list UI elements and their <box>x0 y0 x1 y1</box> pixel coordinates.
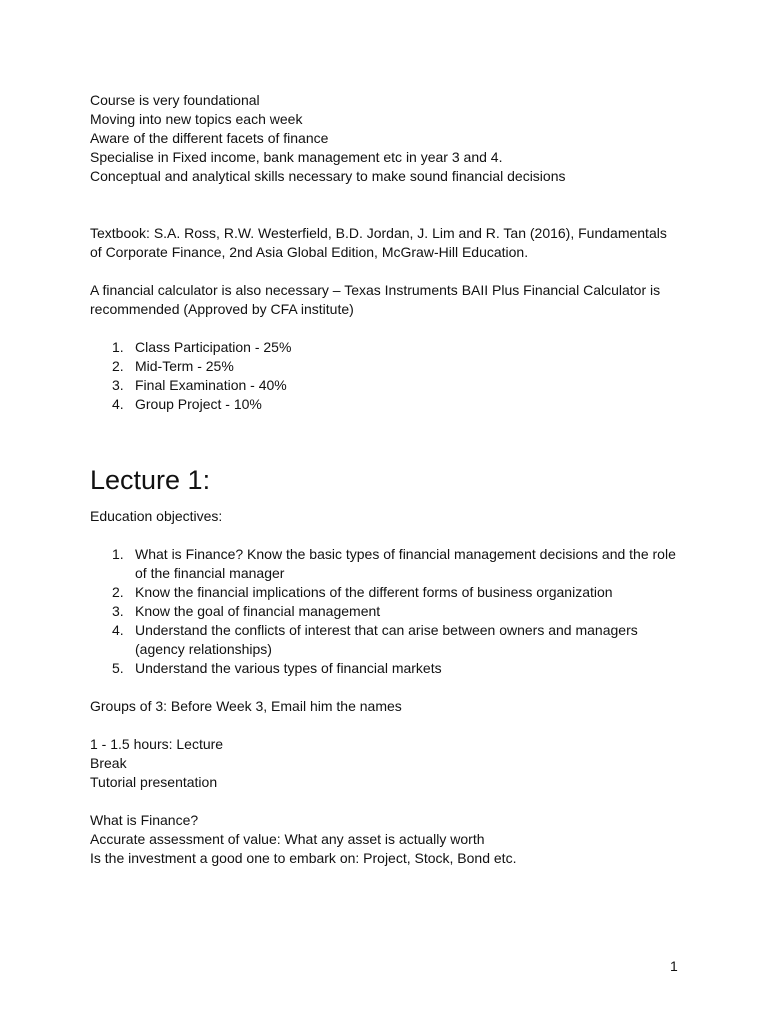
calculator-line: recommended (Approved by CFA institute) <box>90 301 354 317</box>
list-item <box>90 621 690 659</box>
assessment-list <box>90 338 690 414</box>
list-item <box>90 602 690 621</box>
finance-line: Is the investment a good one to embark on: Project, Stock, Bond etc. <box>90 850 517 866</box>
list-item-text: Group Project - 10% <box>135 396 262 412</box>
intro-line: Moving into new topics each week <box>90 111 303 127</box>
list-number: 3. <box>112 603 124 619</box>
schedule-line: 1 - 1.5 hours: Lecture <box>90 736 224 752</box>
schedule-section <box>90 735 690 792</box>
intro-section <box>90 91 690 186</box>
list-item-text: Know the goal of financial management <box>135 603 381 619</box>
list-item-text: Understand the various types of financial markets <box>135 660 442 676</box>
lecture-heading: Lecture 1: <box>90 465 211 495</box>
intro-line: Aware of the different facets of finance <box>90 130 329 146</box>
list-item-text: Class Participation - 25% <box>135 339 292 355</box>
list-number: 1. <box>112 546 124 562</box>
schedule-line: Break <box>90 755 127 771</box>
textbook-paragraph <box>90 224 690 262</box>
groups-note: Groups of 3: Before Week 3, Email him the names <box>90 698 402 714</box>
finance-line: Accurate assessment of value: What any asset is actually worth <box>90 831 485 847</box>
list-number: 2. <box>112 358 124 374</box>
list-item-text-continued: (agency relationships) <box>135 641 272 657</box>
list-number: 2. <box>112 584 124 600</box>
objectives-label: Education objectives: <box>90 508 223 524</box>
list-item-text: Mid-Term - 25% <box>135 358 234 374</box>
list-number: 1. <box>112 339 124 355</box>
list-item <box>90 357 690 376</box>
list-item <box>90 376 690 395</box>
schedule-line: Tutorial presentation <box>90 774 218 790</box>
intro-line: Conceptual and analytical skills necessary to make sound financial decisions <box>90 168 566 184</box>
list-item <box>90 659 690 678</box>
intro-line: Specialise in Fixed income, bank management etc in year 3 and 4. <box>90 149 503 165</box>
list-item-text: Understand the conflicts of interest that can arise between owners and managers <box>135 622 638 638</box>
textbook-line: of Corporate Finance, 2nd Asia Global Edition, McGraw-Hill Education. <box>90 244 529 260</box>
calculator-line: A financial calculator is also necessary – Texas Instruments BAII Plus Financial Calculator is <box>90 282 661 298</box>
textbook-line: Textbook: S.A. Ross, R.W. Westerfield, B.D. Jordan, J. Lim and R. Tan (2016), Fundamentals <box>90 225 667 241</box>
finance-line: What is Finance? <box>90 812 199 828</box>
list-item <box>90 338 690 357</box>
list-item-text: What is Finance? Know the basic types of financial management decisions and the role <box>135 546 676 562</box>
list-number: 5. <box>112 660 124 676</box>
list-number: 4. <box>112 396 124 412</box>
intro-line: Course is very foundational <box>90 92 260 108</box>
list-item <box>90 583 690 602</box>
list-item-text: Know the financial implications of the different forms of business organization <box>135 584 613 600</box>
list-item <box>90 395 690 414</box>
list-number: 4. <box>112 622 124 638</box>
document-page <box>90 91 690 868</box>
finance-section <box>90 811 690 868</box>
list-item-text-continued: of the financial manager <box>135 565 285 581</box>
calculator-paragraph <box>90 281 690 319</box>
page-number: 1 <box>670 958 678 974</box>
objectives-list <box>90 545 690 678</box>
list-number: 3. <box>112 377 124 393</box>
list-item <box>90 545 690 583</box>
list-item-text: Final Examination - 40% <box>135 377 287 393</box>
